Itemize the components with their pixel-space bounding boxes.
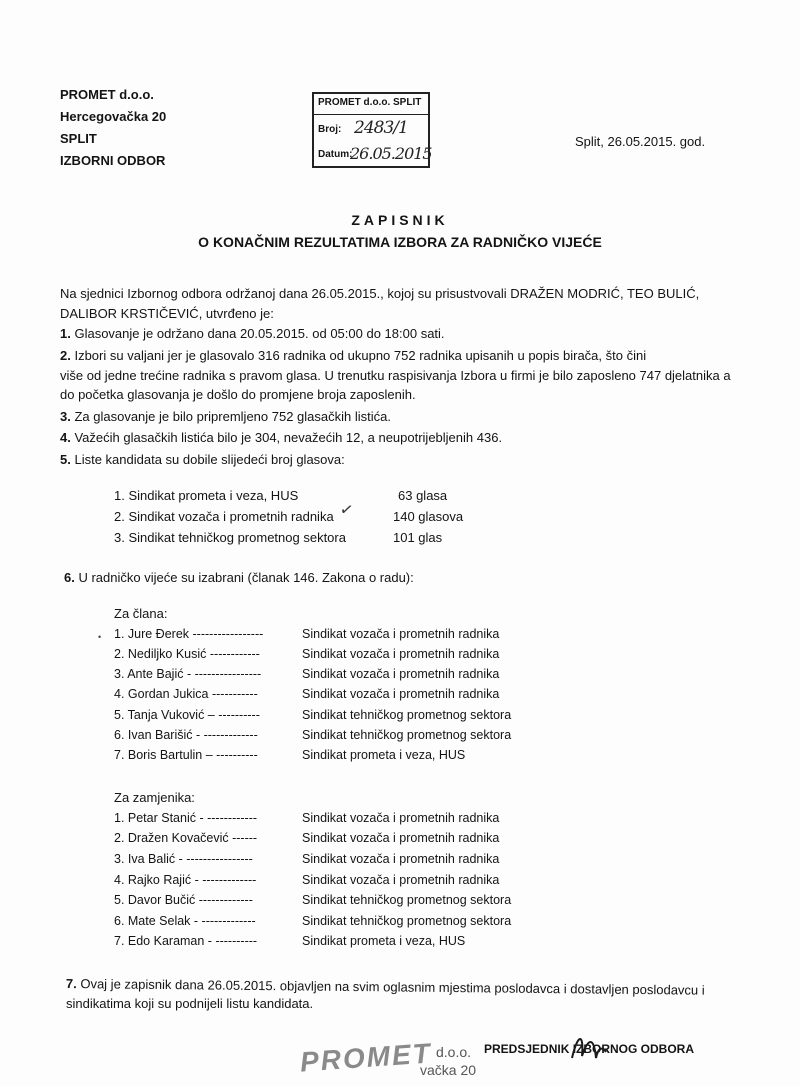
member-name: 5. Tanja Vuković – ----------	[114, 708, 260, 722]
document-subtitle: O KONAČNIM REZULTATIMA IZBORA ZA RADNIČKO VIJEĆE	[198, 234, 602, 250]
member-name: 2. Nediljko Kusić ------------	[114, 647, 260, 661]
deputy-name: 1. Petar Stanić - ------------	[114, 811, 258, 825]
point-number: 4.	[60, 430, 71, 445]
member-union: Sindikat prometa i veza, HUS	[302, 748, 466, 762]
point-number: 3.	[60, 409, 71, 424]
stamp-title: PROMET d.o.o. SPLIT	[318, 97, 422, 108]
point-number: 2.	[60, 348, 71, 363]
point-number: 7.	[65, 976, 77, 992]
point-text: Glasovanje je održano dana 20.05.2015. od 05:00 do 18:00 sati.	[74, 326, 445, 341]
point-text: Izbori su valjani jer je glasovalo 316 radnika od ukupno 752 radnika upisanih u popis birača, što čini	[74, 348, 647, 363]
member-union: Sindikat tehničkog prometnog sektora	[302, 728, 512, 742]
point-7	[66, 976, 705, 998]
member-union: Sindikat vozača i prometnih radnika	[302, 647, 500, 661]
deputy-name: 6. Mate Selak - -------------	[114, 914, 256, 928]
member-union: Sindikat vozača i prometnih radnika	[302, 667, 500, 681]
company-city: SPLIT	[60, 131, 97, 146]
deputy-union: Sindikat tehničkog prometnog sektora	[302, 893, 512, 907]
intro-line-1: Na sjednici Izbornog odbora održanoj dana 26.05.2015., kojoj su prisustvovali DRAŽEN MODRIĆ, TEO BULIĆ,	[60, 286, 700, 301]
point-text: U radničko vijeće su izabrani (članak 146. Zakona o radu):	[78, 570, 414, 585]
signature-mark	[568, 1028, 608, 1068]
company-address: Hercegovačka 20	[60, 109, 167, 124]
point-text: Ovaj je zapisnik dana 26.05.2015. objavljen na svim oglasnim mjestima poslodavca i dostavljen poslodavcu i	[80, 976, 705, 998]
point-6	[64, 570, 414, 585]
checkmark-icon: ✓	[338, 498, 355, 521]
result-votes: 140 glasova	[393, 509, 464, 524]
stamp-broj-value: 2483/1	[354, 118, 408, 138]
deputy-union: Sindikat vozača i prometnih radnika	[302, 811, 500, 825]
company-stamp-suffix: d.o.o.	[436, 1044, 472, 1060]
document-title: ZAPISNIK	[351, 212, 449, 228]
company-stamp-address: vačka 20	[420, 1062, 477, 1078]
point-2	[60, 348, 646, 363]
deputy-union: Sindikat tehničkog prometnog sektora	[302, 914, 512, 928]
signature-label: PREDSJEDNIK IZBORNOG ODBORA	[484, 1042, 695, 1056]
result-votes: 63 glasa	[398, 488, 448, 503]
result-name: 3. Sindikat tehničkog prometnog sektora	[114, 530, 346, 545]
intro-line-2: DALIBOR KRSTIČEVIĆ, utvrđeno je:	[60, 306, 274, 321]
member-name: 7. Boris Bartulin – ----------	[114, 748, 258, 762]
stamp-datum-label: Datum:	[318, 149, 353, 160]
point-number: 6.	[64, 570, 75, 585]
point-1	[60, 326, 445, 341]
deputy-union: Sindikat vozača i prometnih radnika	[302, 831, 500, 845]
point-2-line-3: do početka glasovanja je došlo do promjene broja zaposlenih.	[60, 387, 416, 402]
point-number: 5.	[60, 452, 71, 467]
member-name: 6. Ivan Barišić - -------------	[114, 728, 258, 742]
deputy-name: 5. Davor Bučić -------------	[114, 893, 253, 907]
point-number: 1.	[60, 326, 71, 341]
deputy-union: Sindikat prometa i veza, HUS	[302, 934, 466, 948]
point-3	[60, 409, 391, 424]
result-votes: 101 glas	[393, 530, 443, 545]
stamp-broj-label: Broj:	[318, 124, 342, 135]
point-text: Za glasovanje je bilo pripremljeno 752 glasačkih listića.	[74, 409, 391, 424]
member-union: Sindikat vozača i prometnih radnika	[302, 627, 500, 641]
result-name: 1. Sindikat prometa i veza, HUS	[114, 488, 299, 503]
company-header	[60, 84, 166, 172]
stamp-datum-value: 26.05.2015	[350, 144, 432, 163]
member-name: 3. Ante Bajić - ----------------	[114, 667, 262, 681]
member-union: Sindikat tehničkog prometnog sektora	[302, 708, 512, 722]
members-heading: Za člana:	[114, 606, 168, 621]
deputy-name: 2. Dražen Kovačević ------	[114, 831, 258, 845]
deputy-name: 4. Rajko Rajić - -------------	[114, 873, 257, 887]
point-text: Važećih glasačkih listića bilo je 304, nevažećih 12, a neupotrijebljenih 436.	[74, 430, 503, 445]
deputies-heading: Za zamjenika:	[114, 790, 195, 805]
committee-name: IZBORNI ODBOR	[60, 153, 166, 168]
member-name: 4. Gordan Jukica -----------	[114, 687, 258, 701]
deputy-name: 3. Iva Balić - ----------------	[114, 852, 253, 866]
company-name: PROMET d.o.o.	[60, 87, 154, 102]
result-name: 2. Sindikat vozača i prometnih radnika	[114, 509, 334, 524]
point-7-line-2: sindikatima koji su podnijeli listu kandidata.	[66, 996, 314, 1011]
registry-stamp	[312, 92, 430, 168]
deputy-union: Sindikat vozača i prometnih radnika	[302, 852, 500, 866]
bullet-dot: •	[98, 632, 102, 642]
deputy-name: 7. Edo Karaman - ----------	[114, 934, 258, 948]
point-text: Liste kandidata su dobile slijedeći broj glasova:	[74, 452, 345, 467]
point-4	[60, 430, 502, 445]
company-stamp-text: PROMET	[299, 1037, 433, 1078]
place-date: Split, 26.05.2015. god.	[575, 134, 706, 149]
point-2-line-2: više od jedne trećine radnika s pravom glasa. U trenutku raspisivanja Izbora u firmi je bilo zaposleno 747 djelatnika a	[60, 368, 731, 383]
deputy-union: Sindikat vozača i prometnih radnika	[302, 873, 500, 887]
member-name: 1. Jure Đerek -----------------	[114, 627, 264, 641]
member-union: Sindikat vozača i prometnih radnika	[302, 687, 500, 701]
point-5	[60, 452, 345, 467]
